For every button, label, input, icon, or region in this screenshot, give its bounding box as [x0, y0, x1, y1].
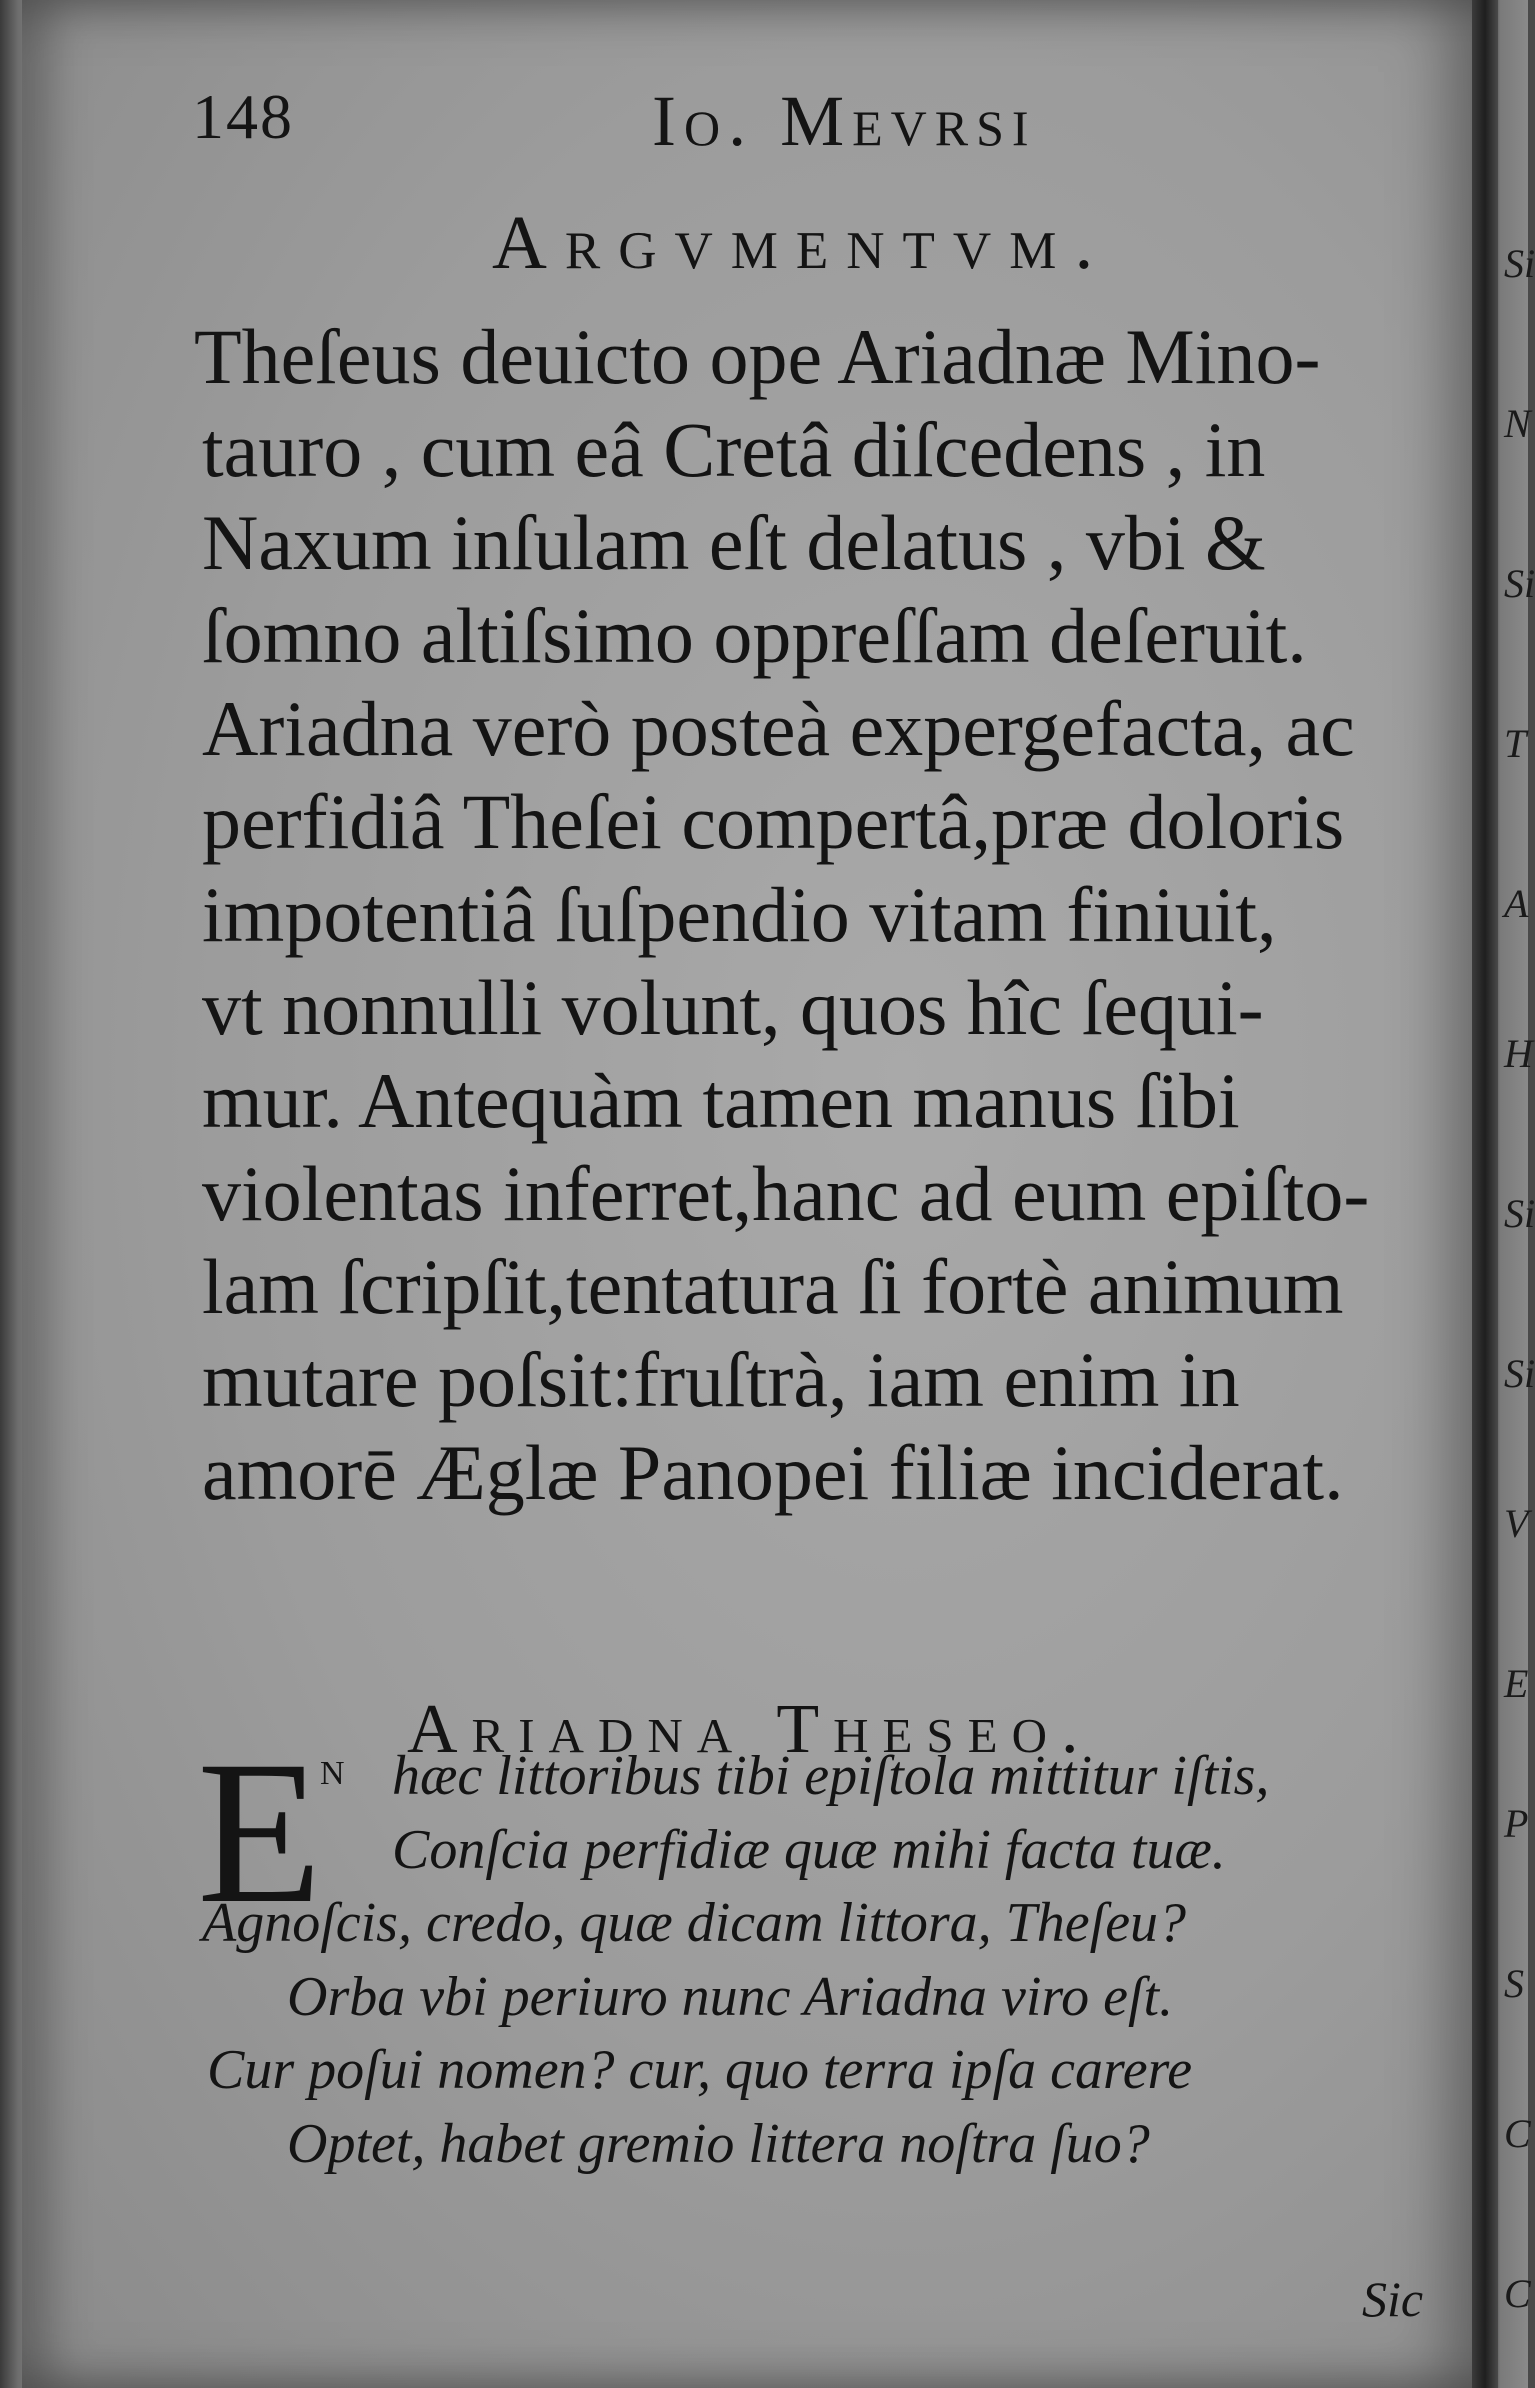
running-head-title: Io. Mevrsi	[652, 81, 1037, 161]
facing-page-fragment: Si	[1504, 1351, 1535, 1396]
facing-page-fragment: Si	[1504, 1191, 1535, 1236]
argument-line: Naxum inſulam eſt delatus , vbi &	[202, 499, 1266, 586]
argument-line: violentas inferret,hanc ad eum epiſto-	[202, 1150, 1370, 1237]
facing-page-fragment: Si	[1504, 561, 1535, 606]
verse-block	[202, 1740, 1402, 2181]
facing-page-fragment: C	[1504, 2111, 1531, 2156]
argument-line: Ariadna verò posteà expergefacta, ac	[202, 685, 1355, 772]
catchword: Sic	[1362, 2271, 1424, 2327]
drop-cap-tail: N	[320, 1755, 347, 1792]
argument-line: amorē Æglæ Panopei filiæ inciderat.	[202, 1429, 1344, 1516]
facing-page-fragment: Si	[1504, 241, 1535, 286]
facing-page-fragment: V	[1504, 1501, 1529, 1546]
argument-line: perfidiâ Theſei compertâ,præ doloris	[202, 778, 1345, 865]
verse-line: Optet, habet gremio littera noſtra ſuo?	[287, 2112, 1150, 2175]
argument-line: lam ſcripſit,tentatura ſi fortè animum	[202, 1243, 1344, 1330]
facing-page-fragment: N	[1504, 401, 1531, 446]
argument-line: vt nonnulli volunt, quos hîc ſequi-	[202, 964, 1264, 1051]
argument-line: impotentiâ ſuſpendio vitam finiuit,	[202, 871, 1277, 958]
book-gutter	[1472, 0, 1498, 2388]
facing-page-fragment: C	[1504, 2271, 1531, 2316]
argument-line: mur. Antequàm tamen manus ſibi	[202, 1057, 1240, 1144]
facing-page-fragment: A	[1504, 881, 1529, 926]
drop-cap: E	[197, 1719, 323, 1946]
running-head	[172, 80, 1442, 170]
argument-paragraph	[194, 310, 1442, 1519]
facing-page-fragment: S	[1504, 1961, 1524, 2006]
argument-line: mutare poſsit:fruſtrà, iam enim in	[202, 1336, 1240, 1423]
facing-page-fragment: E	[1504, 1661, 1529, 1706]
verse-line: Agnoſcis, credo, quæ dicam littora, Theſeu?	[202, 1892, 1187, 1954]
verse-line: Orba vbi periuro nunc Ariadna viro eſt.	[287, 1965, 1174, 2028]
page-number: 148	[192, 81, 294, 152]
letter-heading: Ariadna Theseo.	[407, 1691, 1093, 1768]
section-heading: Argvmentvm.	[492, 201, 1112, 285]
verse-line: Cur poſui nomen? cur, quo terra ipſa carere	[207, 2039, 1193, 2101]
argument-line: Theſeus deuicto ope Ariadnæ Mino-	[194, 313, 1321, 400]
argument-line: ſomno altiſsimo oppreſſam deſeruit.	[202, 592, 1307, 679]
argument-line: tauro , cum eâ Cretâ diſcedens , in	[202, 406, 1266, 493]
verse-line: Conſcia perfidiæ quæ mihi facta tuæ.	[392, 1818, 1226, 1881]
facing-page-fragment: T	[1504, 721, 1527, 766]
verse-line: hæc littoribus tibi epiſtola mittitur iſtis,	[392, 1745, 1270, 1807]
facing-page-fragment: P	[1504, 1801, 1529, 1846]
book-page	[22, 0, 1490, 2388]
facing-page-edge	[1500, 0, 1535, 2388]
facing-page-fragment: H	[1504, 1031, 1533, 1076]
